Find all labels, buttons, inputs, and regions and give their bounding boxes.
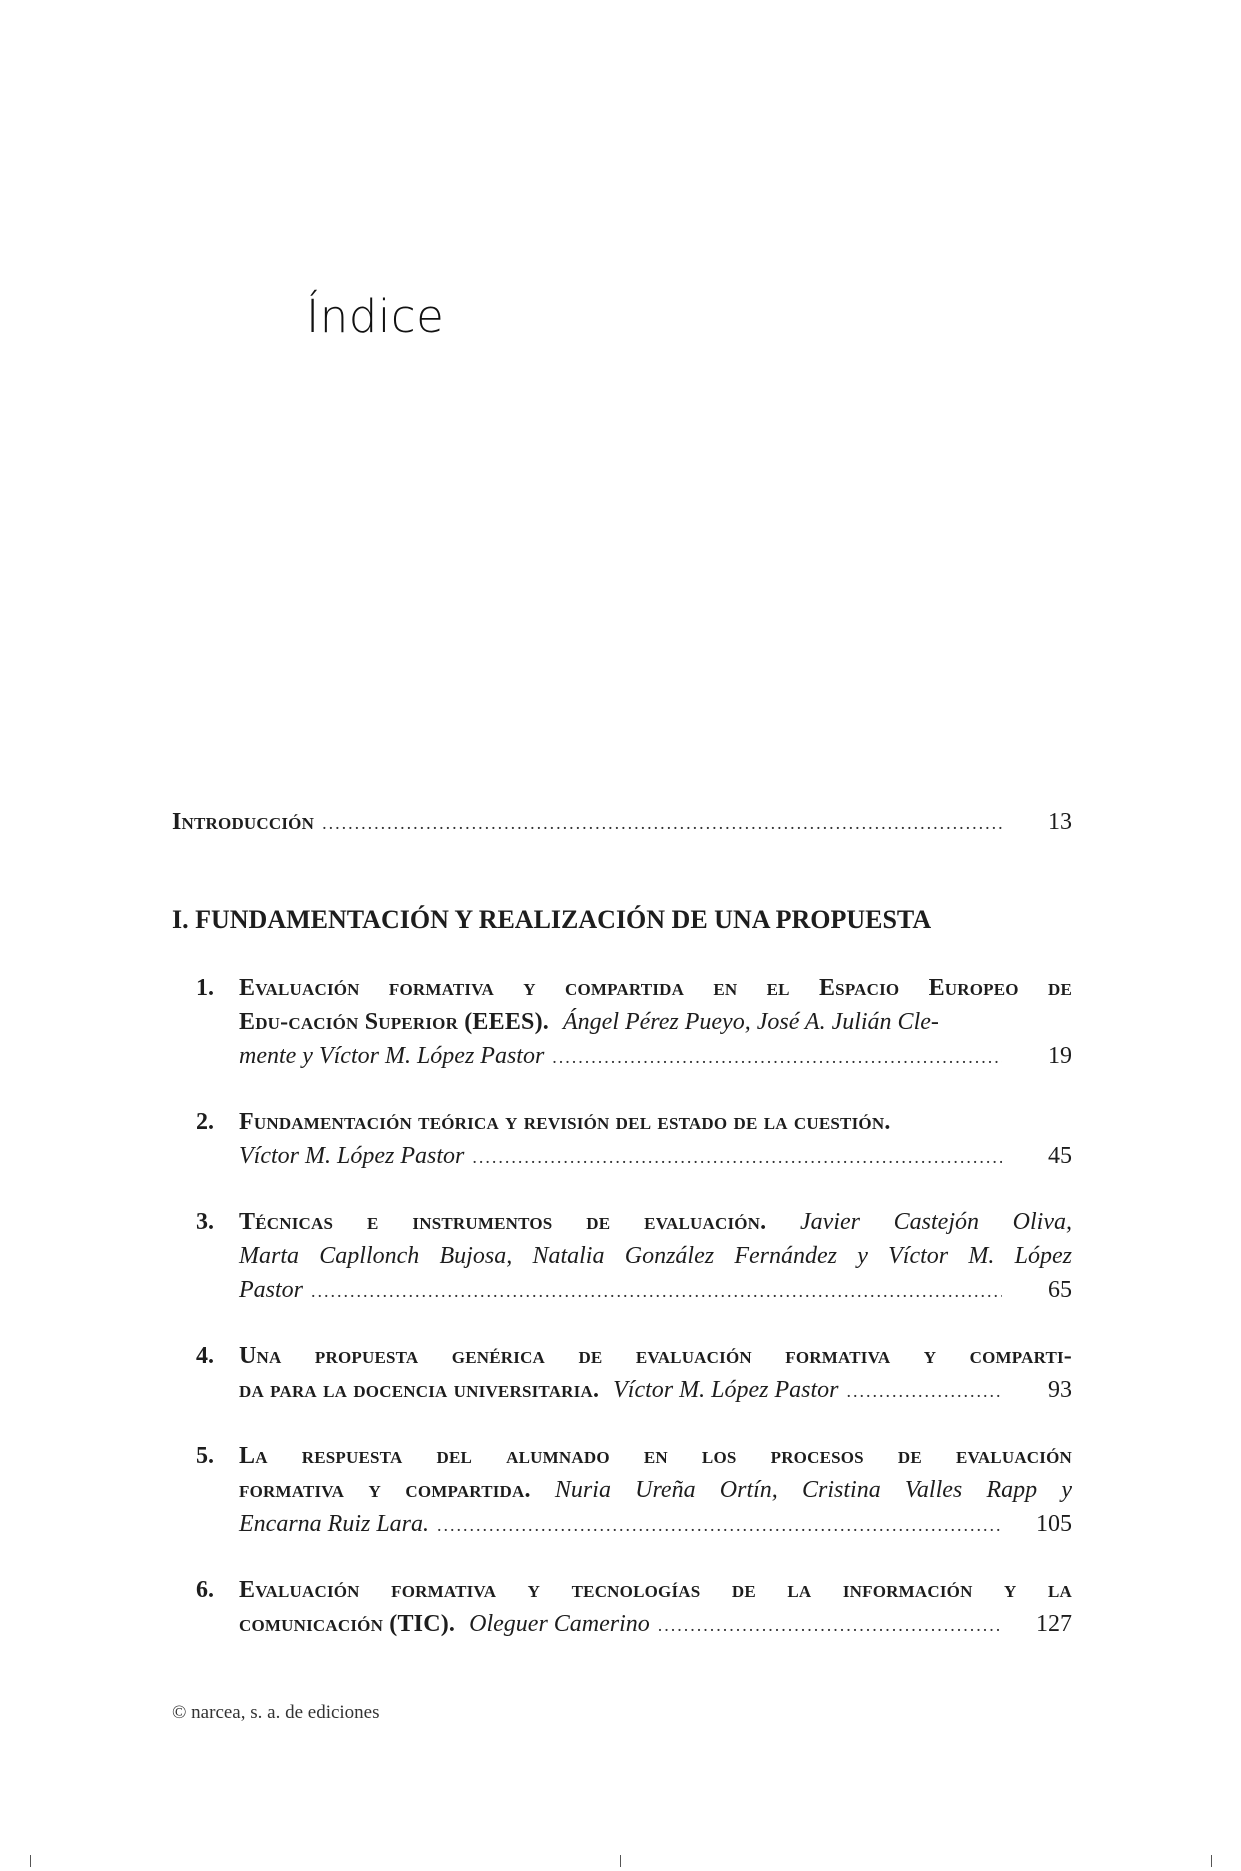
entry-leader-line [239, 1039, 1072, 1073]
entry-authors: Encarna Ruiz Lara. [239, 1511, 430, 1537]
entry-authors: Pastor [239, 1277, 304, 1303]
entry-title: Introducción [172, 809, 315, 835]
entry-leader-line [239, 1373, 1072, 1407]
crop-mark [620, 1855, 621, 1867]
entry-authors: mente y Víctor M. López Pastor [239, 1043, 545, 1069]
entry-authors: Marta Capllonch Bujosa, Natalia González Fernández y Víctor M. López [239, 1243, 1072, 1269]
entry-line-2 [239, 1373, 838, 1407]
page-number: 65 [1048, 1277, 1072, 1303]
entry-line-2 [239, 1005, 1072, 1039]
crop-mark [30, 1855, 31, 1867]
entry-number: 3. [196, 1209, 214, 1235]
entry-authors: Javier Castejón Oliva, [800, 1209, 1072, 1235]
part-heading: I. FUNDAMENTACIÓN Y REALIZACIÓN DE UNA PROPUESTA [172, 905, 932, 934]
entry-leader-line [239, 1139, 1072, 1173]
dot-leader [552, 1040, 1002, 1074]
page-number: 19 [1048, 1043, 1072, 1069]
dot-leader [846, 1374, 1002, 1408]
entry-leader-line [239, 1273, 1072, 1307]
entry-leader-line [239, 1607, 1072, 1641]
page-title: Índice [306, 290, 445, 343]
entry-title-line: Evaluación formativa y compartida en el Espacio Europeo de [239, 975, 1072, 1001]
entry-title-line: La respuesta del alumnado en los procesos de evaluación [239, 1443, 1072, 1469]
entry-title-line: Evaluación formativa y tecnologías de la información y la [239, 1577, 1072, 1603]
entry-number: 4. [196, 1343, 214, 1369]
page-number: 127 [1036, 1611, 1072, 1637]
crop-mark [1211, 1855, 1212, 1867]
toc-entry-introduction[interactable] [172, 805, 1072, 839]
page-number: 45 [1048, 1143, 1072, 1169]
entry-title-line: da para la docencia universitaria. [239, 1377, 600, 1403]
entry-line-1 [239, 1205, 1072, 1239]
entry-title-line: Edu-cación Superior (EEES). [239, 1009, 549, 1035]
page-number: 93 [1048, 1377, 1072, 1403]
entry-number: 2. [196, 1109, 214, 1135]
entry-authors: Víctor M. López Pastor [613, 1377, 839, 1403]
entry-number: 5. [196, 1443, 214, 1469]
entry-leader-line [239, 1507, 1072, 1541]
entry-title-line: formativa y compartida. [239, 1477, 531, 1503]
dot-leader [311, 1274, 1002, 1308]
entry-authors: Ángel Pérez Pueyo, José A. Julián Cle- [563, 1009, 939, 1035]
entry-line-2 [239, 1473, 1072, 1507]
entry-number: 1. [196, 975, 214, 1001]
entry-line-2 [239, 1607, 650, 1641]
dot-leader [437, 1508, 1002, 1542]
entry-authors: Víctor M. López Pastor [239, 1143, 465, 1169]
dot-leader [472, 1140, 1002, 1174]
entry-authors: Oleguer Camerino [469, 1611, 650, 1637]
dot-leader [322, 806, 1002, 840]
page-number: 105 [1036, 1511, 1072, 1537]
entry-title-line: Fundamentación teórica y revisión del estado de la cuestión. [239, 1109, 891, 1135]
entry-title-line: comunicación (TIC). [239, 1611, 456, 1637]
dot-leader [658, 1608, 1002, 1642]
page-number: 13 [1048, 809, 1072, 835]
copyright-footer: © narcea, s. a. de ediciones [172, 1702, 380, 1723]
entry-title-line: Técnicas e instrumentos de evaluación. [239, 1209, 767, 1235]
entry-title-line: Una propuesta genérica de evaluación formativa y comparti- [239, 1343, 1072, 1369]
entry-authors: Nuria Ureña Ortín, Cristina Valles Rapp y [554, 1477, 1072, 1503]
entry-number: 6. [196, 1577, 214, 1603]
